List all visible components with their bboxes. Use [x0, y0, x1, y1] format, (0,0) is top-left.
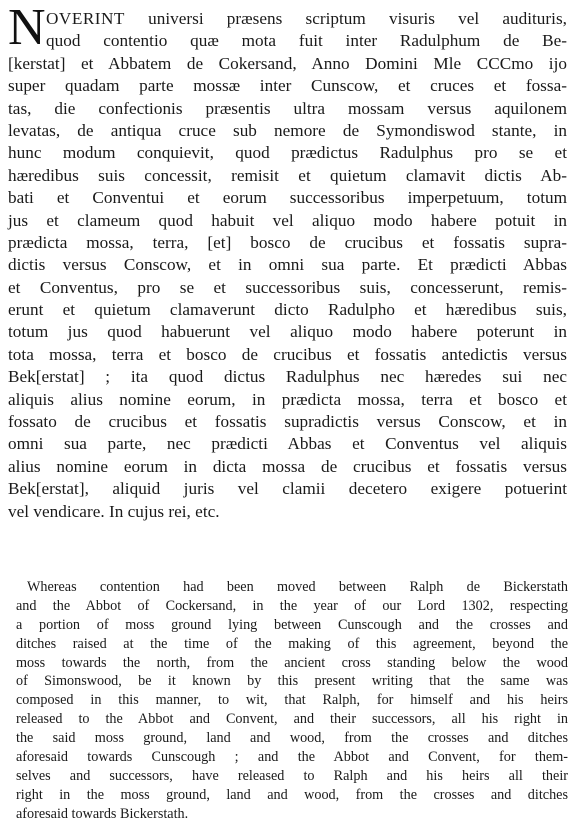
english-line-last: aforesaid towards Bickerstath. — [16, 805, 189, 822]
latin-line: prædicta mossa, terra, [et] bosco de crucibus et fossatis supra- — [8, 232, 567, 252]
english-translation — [16, 578, 568, 824]
latin-line: super quadam parte mossæ inter Cunscow, et cruces et fossa- — [8, 76, 567, 96]
latin-charter-text — [8, 8, 567, 523]
latin-line: Bek[erstat] ; ita quod dictus Radulphus nec hæredes sui nec — [8, 367, 567, 387]
latin-line: totum jus quod habuerunt vel aliquo modo habere poterunt in — [8, 322, 567, 342]
english-line: ditches raised at the time of the making of this agreement, beyond the — [16, 635, 568, 652]
english-line: a portion of moss ground lying between Cunscough and the crosses and — [16, 616, 568, 633]
english-line: composed in this manner, to wit, that Ralph, for himself and his heirs — [16, 692, 568, 709]
english-line: and the Abbot of Cockersand, in the year of our Lord 1302, respecting — [16, 597, 568, 614]
latin-line: tota mossa, terra et bosco de crucibus et fossatis antedictis versus — [8, 344, 567, 364]
latin-line: fossato de crucibus et fossatis supradictis versus Conscow, et in — [8, 412, 567, 432]
latin-line: erunt et quietum clamaverunt dicto Radulpho et hæredibus suis, — [8, 300, 567, 320]
english-line: released to the Abbot and Convent, and their successors, all his right in — [16, 711, 568, 728]
english-line: of Simonswood, be it known by this present writing that the same was — [16, 673, 568, 690]
latin-line: dictis versus Conscow, et in omni sua parte. Et prædicti Abbas — [8, 255, 567, 275]
english-line-first: Whereas contention had been moved between Ralph de Bickerstath — [27, 579, 568, 595]
drop-cap: N — [8, 0, 46, 56]
latin-line: omni sua parte, nec prædicti Abbas et Conventus vel aliquis — [8, 434, 567, 454]
latin-line: aliquis alius nomine eorum, in prædicta mossa, terra et bosco et — [8, 389, 567, 409]
english-line: moss towards the north, from the ancient cross standing below the wood — [16, 654, 568, 671]
latin-line: et Conventus, pro se et successoribus suis, concesserunt, remis- — [8, 277, 567, 297]
latin-line: levatas, de antiqua cruce sub nemore de Symondiswod stante, in — [8, 120, 567, 140]
latin-line-last: vel vendicare. In cujus rei, etc. — [8, 501, 220, 521]
latin-line-2: quod contentio quæ mota fuit inter Radulphum de Be- — [46, 31, 567, 51]
latin-line: Bek[erstat], aliquid juris vel clamii decetero exigere potuerint — [8, 479, 567, 499]
latin-line: hæredibus suis concessit, remisit et quietum clamavit dictis Ab- — [8, 165, 567, 185]
latin-line: tas, die confectionis præsentis ultra mossam versus aquilonem — [8, 98, 567, 118]
english-line: selves and successors, have released to Ralph and his heirs all their — [16, 767, 568, 784]
english-line: right in the moss ground, land and wood, from the crosses and ditches — [16, 786, 568, 803]
first-word: OVERINT — [46, 9, 125, 28]
latin-line: hunc modum conquievit, quod prædictus Radulphus pro se et — [8, 143, 567, 163]
latin-line-1-rest: universi præsens scriptum visuris vel audituris, — [124, 9, 567, 28]
latin-line-3: [kerstat] et Abbatem de Cokersand, Anno Domini Mle CCCmo ijo — [8, 53, 567, 73]
latin-line: alius nomine eorum in dicta mossa de crucibus et fossatis versus — [8, 456, 567, 476]
english-line: the said moss ground, land and wood, from the crosses and ditches — [16, 730, 568, 747]
latin-line: bati et Conventui et eorum successoribus imperpetuum, totum — [8, 188, 567, 208]
latin-line-1 — [8, 8, 567, 30]
latin-line: jus et clameum quod habuit vel aliquo modo habere potuit in — [8, 210, 567, 230]
english-line: aforesaid towards Cunscough ; and the Abbot and Convent, for them- — [16, 749, 568, 766]
